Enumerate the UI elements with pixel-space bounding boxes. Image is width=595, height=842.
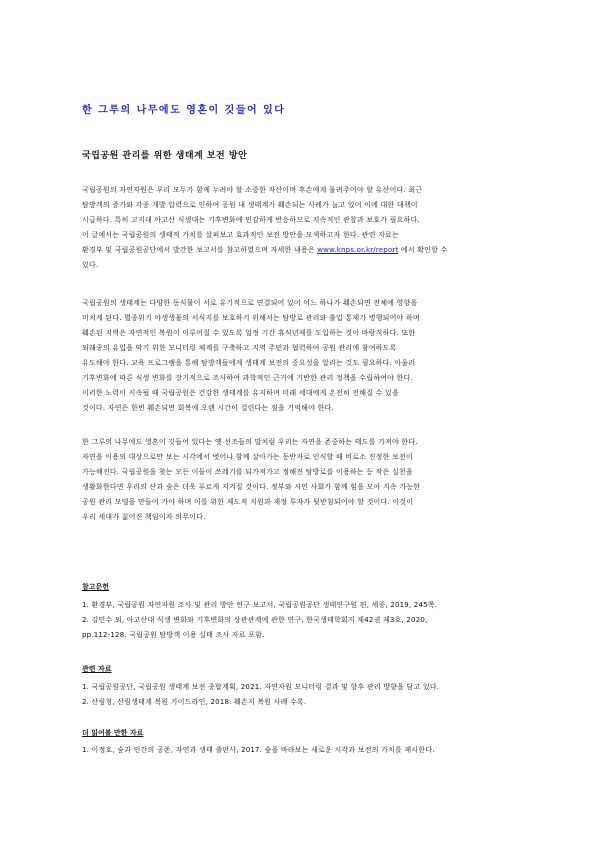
text-line: 시급하다. 특히 고지대 아고산 식생대는 기후변화에 민감하게 반응하므로 지속적인 관찰과 보호가 필요하다.	[82, 216, 420, 224]
text-line: 것이다. 자연은 한번 훼손되면 회복에 오랜 시간이 걸린다는 점을 기억해야 한다.	[82, 404, 334, 412]
text-line: 2. 김민수 외, 아고산대 식생 변화와 기후변화의 상관관계에 관한 연구, 한국생태학회지 제42권 제3호, 2020,	[82, 616, 428, 624]
text-line: 공원 관리 모델을 만들어 가야 하며 이를 위한 제도적 지원과 재정 투자가 뒷받침되어야 할 것이다. 이것이	[82, 498, 414, 506]
text-line: pp.112-128. 국립공원 탐방객 이용 실태 조사 자료 포함.	[82, 631, 265, 639]
section-heading-further-reading: 더 읽어볼 만한 자료	[82, 729, 144, 737]
text-line: 국립공원의 생태계는 다양한 동식물이 서로 유기적으로 연결되어 있어 어느 하나가 훼손되면 전체에 영향을	[82, 299, 418, 307]
section-heading-related: 관련 자료	[82, 665, 112, 673]
text-line: 1. 이정호, 숲과 인간의 공존, 자연과 생태 출판사, 2017. 숲을 바라보는 새로운 시각과 보전의 가치를 제시한다.	[82, 746, 435, 754]
text-line: 2. 산림청, 산림생태계 복원 가이드라인, 2018. 훼손지 복원 사례 수록.	[82, 698, 307, 706]
text-line: 이러한 노력이 지속될 때 국립공원은 건강한 생태계를 유지하며 미래 세대에게 온전히 전해질 수 있을	[82, 389, 399, 397]
text-line: 가능해진다. 국립공원을 찾는 모든 이들이 쓰레기를 되가져가고 정해진 탐방로를 이용하는 등 작은 실천을	[82, 468, 413, 476]
text-line: 탐방객의 증가와 각종 개발 압력으로 인하여 공원 내 생태계가 훼손되는 사례가 늘고 있어 이에 대한 대책이	[82, 201, 418, 209]
text-line: 한 그루의 나무에도 영혼이 깃들어 있다는 옛 선조들의 말처럼 우리는 자연을 존중하는 태도를 가져야 한다.	[82, 438, 418, 446]
section-body-related	[82, 680, 514, 710]
text-line: 미치게 된다. 멸종위기 야생생물의 서식지를 보호하기 위해서는 탐방로 관리와 출입 통제가 병행되어야 하며	[82, 314, 420, 322]
report-link[interactable]: www.knps.or.kr/report	[317, 246, 399, 254]
document-title: 한 그루의 나무에도 영혼이 깃들어 있다	[82, 105, 286, 116]
body-paragraph-2	[82, 296, 514, 416]
section-body-references	[82, 598, 514, 643]
body-paragraph-1	[82, 183, 514, 273]
body-paragraph-3	[82, 435, 514, 525]
text-line: 우리 세대가 짊어진 책임이자 의무이다.	[82, 513, 206, 521]
text-line: 외래종의 유입을 막기 위한 모니터링 체계를 구축하고 지역 주민과 협력하여 공원 관리에 참여하도록	[82, 344, 397, 352]
text-line: 자연을 이용의 대상으로만 보는 시각에서 벗어나 함께 살아가는 동반자로 인식할 때 비로소 진정한 보전이	[82, 453, 413, 461]
text-line: 유도해야 한다. 교육 프로그램을 통해 탐방객들에게 생태계 보전의 중요성을 알리는 것도 필요하다. 아울러	[82, 359, 416, 367]
document-subtitle: 국립공원 관리를 위한 생태계 보전 방안	[82, 151, 248, 161]
text-line: 1. 환경부, 국립공원 자연자원 조사 및 관리 방안 연구 보고서, 국립공원공단 생태연구원 편, 세종, 2019, 245쪽.	[82, 601, 438, 609]
text-line: 생활화한다면 우리의 산과 숲은 더욱 푸르게 지켜질 것이다. 정부와 시민 사회가 함께 힘을 모아 지속 가능한	[82, 483, 421, 491]
text-line: 기후변화에 따른 식생 변화를 장기적으로 조사하여 과학적인 근거에 기반한 관리 정책을 수립하여야 한다.	[82, 374, 413, 382]
section-body-further-reading	[82, 743, 514, 758]
text-line: 국립공원의 자연자원은 우리 모두가 함께 누려야 할 소중한 자산이며 후손에게 물려주어야 할 유산이다. 최근	[82, 186, 423, 194]
text-line: 환경부 및 국립공원공단에서 발간한 보고서를 참고하였으며 자세한 내용은 www.knps.or.kr/report 에서 확인할 수	[82, 246, 448, 254]
section-heading-references: 참고문헌	[82, 583, 110, 591]
text-line: 1. 국립공원공단, 국립공원 생태계 보전 종합계획, 2021. 자연자원 모니터링 결과 및 향후 관리 방향을 담고 있다.	[82, 683, 440, 691]
text-line: 이 글에서는 국립공원의 생태적 가치를 살펴보고 효과적인 보전 방안을 모색하고자 한다. 관련 자료는	[82, 231, 399, 239]
text-line: 훼손된 지역은 자연적인 복원이 이루어질 수 있도록 일정 기간 휴식년제를 도입하는 것이 바람직하다. 또한	[82, 329, 416, 337]
text-line: 있다.	[82, 261, 99, 269]
